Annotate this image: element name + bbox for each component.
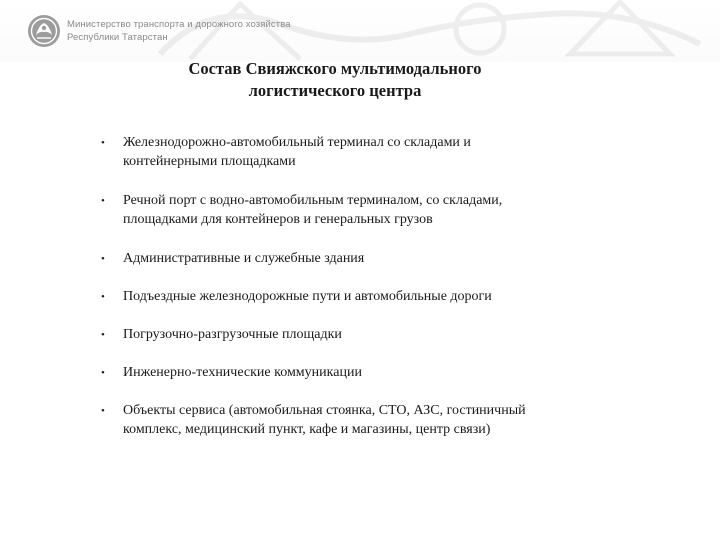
list-item-line-2: площадками для контейнеров и генеральных грузов [123, 211, 433, 227]
list-item [101, 288, 603, 307]
list-item-line-1: Железнодорожно-автомобильный терминал со складами и [123, 135, 471, 150]
slide-title-line-1: Состав Свияжского мультимодального [188, 59, 482, 78]
ministry-line-1: Министерство транспорта и дорожного хозяйства [67, 19, 291, 30]
bullet: • [101, 253, 105, 265]
list-item-line-1: Объекты сервиса (автомобильная стоянка, СТО, АЗС, гостиничный [123, 403, 526, 418]
list-item [101, 192, 603, 229]
list-item-line-2: комплекс, медицинский пункт, кафе и магазины, центр связи) [123, 421, 491, 437]
list-item-line-1: Административные и служебные здания [123, 251, 365, 266]
list-item-line-1: Подъездные железнодорожные пути и автомобильные дороги [123, 289, 492, 304]
bullet: • [101, 195, 105, 207]
list-item-line-1: Речной порт с водно-автомобильным терминалом, со складами, [123, 193, 503, 208]
list-item-line-1: Погрузочно-разгрузочные площадки [123, 327, 342, 342]
list-item [101, 134, 603, 171]
list-item [101, 402, 603, 439]
list-item-line-1: Инженерно-технические коммуникации [123, 365, 362, 380]
bullet: • [101, 405, 105, 417]
list-item-line-2: контейнерными площадками [123, 153, 296, 169]
bullet: • [101, 367, 105, 379]
bullet: • [101, 291, 105, 303]
bullet: • [101, 329, 105, 341]
list-item [101, 326, 603, 345]
ministry-line-2: Республики Татарстан [67, 32, 168, 43]
slide-title-line-2: логистического центра [248, 81, 422, 100]
list-item [101, 364, 603, 383]
bullet: • [101, 137, 105, 149]
list-item [101, 250, 603, 269]
